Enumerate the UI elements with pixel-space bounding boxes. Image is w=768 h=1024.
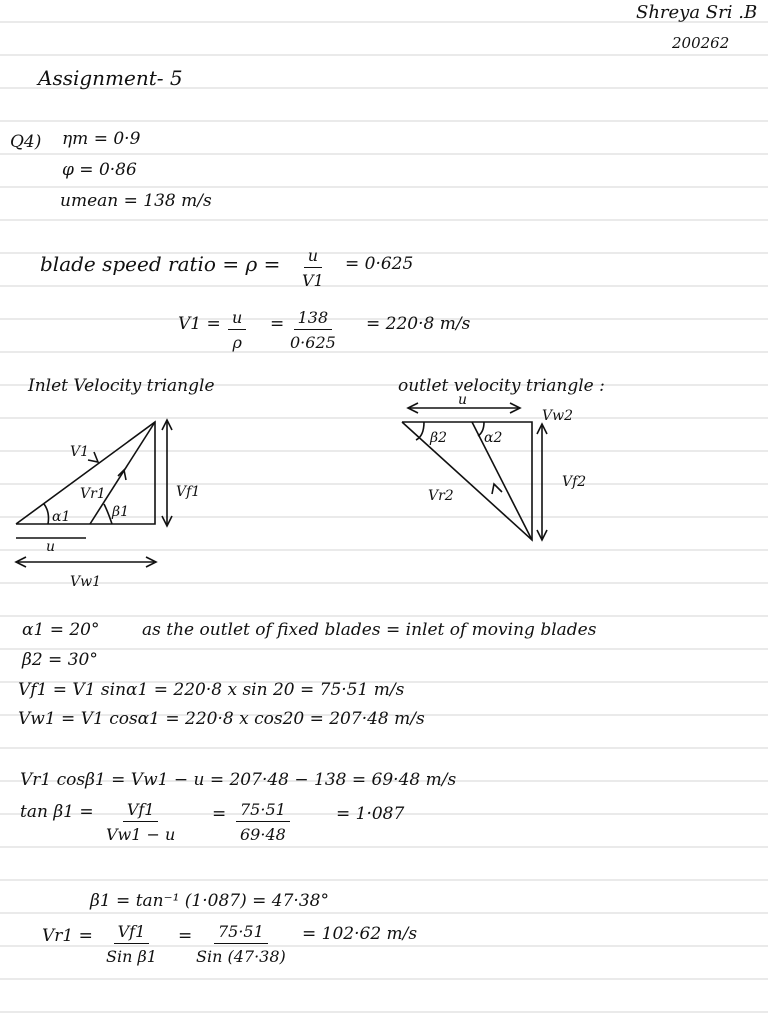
vr1-lhs: Vr1 = <box>42 926 93 946</box>
outlet-velocity-triangle <box>380 392 620 556</box>
fraction-denominator: Sin (47·38) <box>196 947 286 966</box>
inlet-beta1-arc <box>104 504 112 524</box>
fraction-numerator: u <box>304 246 322 268</box>
alpha1-note: as the outlet of fixed blades = inlet of moving blades <box>142 620 597 640</box>
blade-speed-ratio-label: blade speed ratio = ρ = <box>40 252 281 276</box>
fraction-numerator: 138 <box>294 308 333 330</box>
given-u-mean: umean = 138 m/s <box>60 191 212 211</box>
tan-beta1-result: = 1·087 <box>336 804 405 824</box>
inlet-label-vw1: Vw1 <box>70 574 102 590</box>
vr1-cos-calculation: Vr1 cosβ1 = Vw1 − u = 207·48 − 138 = 69·48 m/s <box>20 770 457 790</box>
student-name: Shreya Sri .B <box>636 2 758 23</box>
outlet-triangle-title: outlet velocity triangle : <box>398 376 605 396</box>
vr1-result: = 102·62 m/s <box>302 924 418 944</box>
vr1-fraction-1 <box>106 922 157 966</box>
tan-beta1-fraction-1 <box>106 800 175 844</box>
inlet-label-vr1: Vr1 <box>80 486 106 502</box>
fraction-numerator: 75·51 <box>214 922 268 944</box>
fraction-denominator: Vw1 − u <box>106 825 176 844</box>
outlet-label-vw2: Vw2 <box>542 408 574 424</box>
inlet-label-v1: V1 <box>70 444 90 460</box>
given-phi: φ = 0·86 <box>62 160 137 180</box>
vf1-calculation: Vf1 = V1 sinα1 = 220·8 x sin 20 = 75·51 m/s <box>18 680 405 700</box>
inlet-triangle-outline <box>16 422 155 524</box>
tan-beta1-lhs: tan β1 = <box>20 802 94 822</box>
v1-fraction-2 <box>290 308 336 352</box>
inlet-label-vf1: Vf1 <box>176 484 201 500</box>
vr1-equals: = <box>178 926 193 946</box>
given-eta-m: ηm = 0·9 <box>62 129 141 149</box>
fraction-denominator: V1 <box>302 271 324 290</box>
inlet-label-alpha1: α1 <box>52 509 71 525</box>
outlet-label-vr2: Vr2 <box>428 488 454 504</box>
outlet-vr2-arrowhead <box>492 484 502 494</box>
fraction-denominator: ρ <box>232 333 242 352</box>
vr1-fraction-2 <box>196 922 286 966</box>
fraction-numerator: 75·51 <box>236 800 290 822</box>
fraction-denominator: 0·625 <box>290 333 336 352</box>
v1-result: = 220·8 m/s <box>366 314 471 334</box>
fraction-numerator: u <box>228 308 246 330</box>
inlet-v1-arrowhead <box>88 452 98 462</box>
tan-beta1-equals: = <box>212 804 227 824</box>
inlet-velocity-triangle <box>0 400 260 590</box>
page-title: Assignment- 5 <box>38 66 183 90</box>
outlet-triangle-outline <box>402 422 532 540</box>
roll-number: 200262 <box>672 34 730 52</box>
beta1-calculation: β1 = tan⁻¹ (1·087) = 47·38° <box>90 891 329 911</box>
v1-fraction-1 <box>228 308 246 352</box>
v1-equals: = <box>270 314 285 334</box>
inlet-alpha1-arc <box>44 504 49 524</box>
fraction-denominator: Sin β1 <box>106 947 157 966</box>
inlet-label-u: u <box>46 539 56 555</box>
vw1-calculation: Vw1 = V1 cosα1 = 220·8 x cos20 = 207·48 m/s <box>18 709 425 729</box>
v1-lhs: V1 = <box>178 314 221 334</box>
inlet-triangle-title: Inlet Velocity triangle <box>28 376 215 396</box>
outlet-beta2-arc <box>416 422 424 440</box>
blade-speed-ratio-result: = 0·625 <box>345 254 414 274</box>
blade-speed-ratio-fraction <box>302 246 324 290</box>
question-label: Q4) <box>10 132 42 152</box>
alpha1-value: α1 = 20° <box>22 620 100 640</box>
fraction-denominator: 69·48 <box>240 825 286 844</box>
outlet-label-u: u <box>458 392 468 408</box>
beta2-value: β2 = 30° <box>22 650 98 670</box>
fraction-numerator: Vf1 <box>123 800 159 822</box>
fraction-numerator: Vf1 <box>114 922 150 944</box>
outlet-label-alpha2: α2 <box>484 430 503 446</box>
inlet-label-beta1: β1 <box>112 504 130 520</box>
outlet-label-vf2: Vf2 <box>562 474 587 490</box>
tan-beta1-fraction-2 <box>236 800 290 844</box>
outlet-label-beta2: β2 <box>430 430 448 446</box>
